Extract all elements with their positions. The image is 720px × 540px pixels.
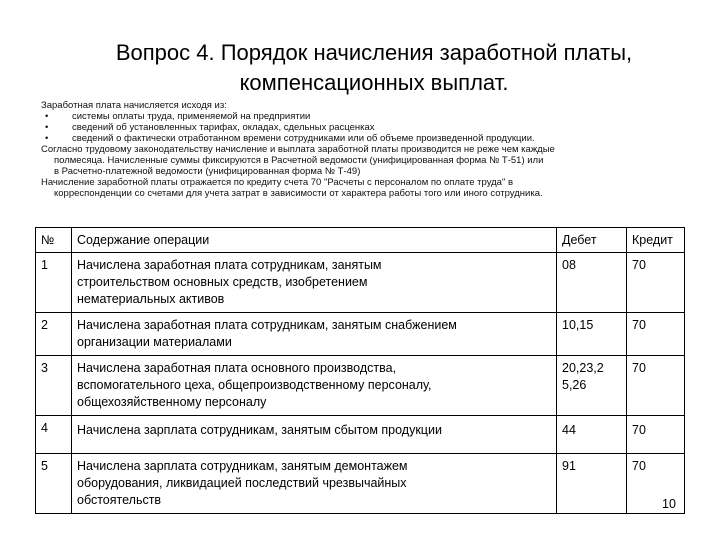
cell-line: общехозяйственному персоналу (77, 395, 267, 409)
cell-debit (557, 253, 627, 313)
cell-line: Начислена заработная плата сотрудникам, занятым снабжением (77, 318, 457, 332)
cell-operation (72, 313, 557, 356)
cell-line: 44 (562, 423, 576, 437)
paragraph-line: Согласно трудовому законодательству начисление и выплата заработной платы производится не реже чем каждые (41, 144, 555, 155)
paragraph-line: корреспонденции со счетами для учета затрат в зависимости от характера работы того или иного сотрудника. (54, 188, 543, 199)
cell-number: 2 (36, 313, 72, 356)
cell-number: 1 (36, 253, 72, 313)
table-row (36, 454, 685, 514)
list-item (41, 133, 701, 144)
paragraph-line: полмесяца. Начисленные суммы фиксируются в Расчетной ведомости (унифицированная форма № Т-51) или (54, 155, 544, 166)
cell-line: Начислена зарплата сотрудникам, занятым сбытом продукции (77, 423, 442, 437)
cell-line: нематериальных активов (77, 292, 225, 306)
cell-debit (557, 416, 627, 454)
bullet-icon: • (45, 122, 49, 133)
cell-line: организации материалами (77, 335, 232, 349)
cell-credit: 70 (627, 356, 685, 416)
cell-credit: 70 (627, 313, 685, 356)
cell-line: 5,26 (562, 378, 587, 392)
cell-number: 5 (36, 454, 72, 514)
page-number: 10 (662, 497, 676, 511)
list-item-text: сведений об установленных тарифах, окладах, сдельных расценках (72, 122, 375, 133)
list-item (41, 111, 701, 122)
cell-line: обстоятельств (77, 493, 162, 507)
cell-line: вспомогательного цеха, общепроизводственному персоналу, (77, 378, 432, 392)
paragraph-line: в Расчетно-платежной ведомости (унифицированная форма № Т-49) (54, 166, 361, 177)
table-row (36, 253, 685, 313)
cell-line: 91 (562, 459, 576, 473)
bullet-icon: • (45, 111, 49, 122)
header-number: № (36, 228, 72, 253)
cell-operation (72, 356, 557, 416)
cell-line: Начислена заработная плата основного производства, (77, 361, 397, 375)
table-row (36, 416, 685, 454)
cell-debit (557, 313, 627, 356)
cell-line: Начислена заработная плата сотрудникам, занятым (77, 258, 382, 272)
cell-line: 10,15 (562, 318, 594, 332)
title-line-2: компенсационных выплат. (239, 70, 509, 95)
cell-number: 4 (36, 416, 72, 454)
cell-operation (72, 416, 557, 454)
cell-debit (557, 454, 627, 514)
cell-credit: 70 (627, 416, 685, 454)
header-operation: Содержание операции (72, 228, 557, 253)
page-title (0, 38, 720, 98)
paragraph-law (41, 144, 701, 177)
cell-credit: 70 (627, 253, 685, 313)
paragraph-line: Начисление заработной платы отражается по кредиту счета 70 "Расчеты с персоналом по оплате труда" в (41, 177, 514, 188)
header-credit: Кредит (627, 228, 685, 253)
table-header-row (36, 228, 685, 253)
list-item-text: системы оплаты труда, применяемой на предприятии (72, 111, 311, 122)
table-row (36, 313, 685, 356)
cell-operation (72, 253, 557, 313)
cell-operation (72, 454, 557, 514)
cell-line: оборудования, ликвидацией последствий чрезвычайных (77, 476, 407, 490)
intro-text (41, 100, 701, 199)
cell-debit (557, 356, 627, 416)
title-line-1: Вопрос 4. Порядок начисления заработной платы, (115, 40, 633, 65)
cell-line: 08 (562, 258, 576, 272)
intro-bullet-list (41, 111, 701, 144)
header-debit: Дебет (557, 228, 627, 253)
cell-line: 20,23,2 (562, 361, 604, 375)
bullet-icon: • (45, 133, 49, 144)
cell-credit: 70 (627, 454, 685, 514)
table-row (36, 356, 685, 416)
cell-line: строительством основных средств, изобретением (77, 275, 368, 289)
list-item (41, 122, 701, 133)
cell-number: 3 (36, 356, 72, 416)
operations-table (35, 227, 685, 514)
paragraph-accounting (41, 177, 701, 199)
list-item-text: сведений о фактически отработанном времени сотрудниками или об объеме произведенной продукции. (72, 133, 535, 144)
intro-lead: Заработная плата начисляется исходя из: (41, 100, 227, 111)
cell-line: Начислена зарплата сотрудникам, занятым демонтажем (77, 459, 408, 473)
